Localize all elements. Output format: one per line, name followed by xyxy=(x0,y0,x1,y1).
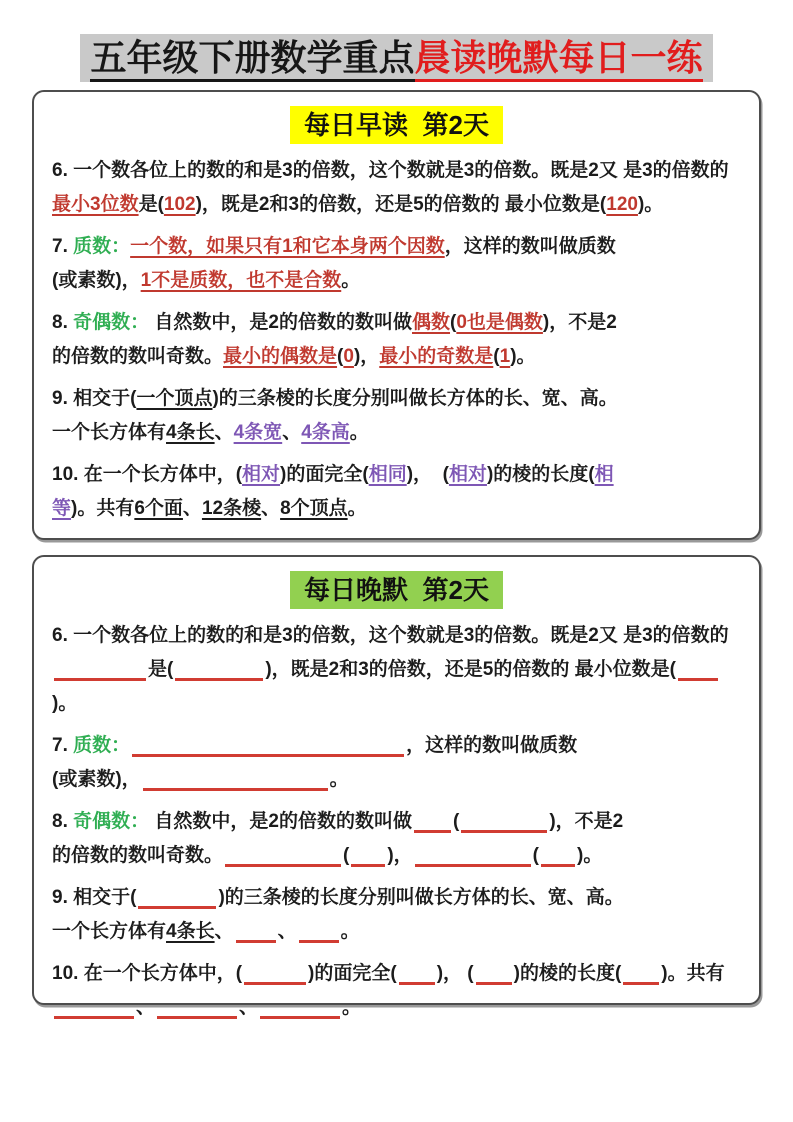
text-segment: )， xyxy=(387,844,413,866)
item-10 xyxy=(52,458,741,526)
text-segment: 是( xyxy=(148,658,174,680)
text-segment: 9. 相交于( xyxy=(52,886,137,908)
text-segment: )的面完全( xyxy=(308,962,397,984)
answer-blank[interactable] xyxy=(143,779,328,791)
text-segment: 。 xyxy=(349,421,369,443)
text-segment: 自然数中，是2的倍数的数叫做 xyxy=(149,311,412,333)
text-segment: 自然数中，是2的倍数的数叫做 xyxy=(149,810,412,832)
text-segment: )，不是2 xyxy=(542,311,617,333)
text-segment: ( xyxy=(450,311,457,333)
term-label: 奇偶数： xyxy=(73,810,150,832)
evening-card-header xyxy=(52,571,741,609)
text-segment: ，这样的数叫做质数 xyxy=(444,235,616,257)
text-segment: )。 xyxy=(510,345,536,367)
answer-text-red: 0 xyxy=(343,345,354,367)
term-label: 质数： xyxy=(73,734,131,756)
text-segment: )，既是2和3的倍数，还是5的倍数的 最小位数是( xyxy=(265,658,676,680)
evening-items xyxy=(52,619,741,1025)
answer-blank[interactable] xyxy=(175,669,263,681)
page-title-black: 五年级下册数学重点 xyxy=(90,38,414,82)
text-segment: 7. xyxy=(52,235,74,257)
text-segment: 。 xyxy=(342,996,362,1018)
text-segment: 8. xyxy=(52,311,74,333)
text-segment: ( xyxy=(337,345,344,367)
item-8 xyxy=(52,306,741,374)
text-segment: (或素数)， xyxy=(52,768,141,790)
answer-text-red: 120 xyxy=(606,193,638,215)
morning-reading-card xyxy=(32,90,761,540)
text-segment: )。 xyxy=(577,844,603,866)
answer-blank[interactable] xyxy=(225,855,341,867)
text-segment: 的倍数的数叫奇数。 xyxy=(52,345,224,367)
text-segment: )。共有 xyxy=(661,962,725,984)
text-segment: )的三条棱的长度分别叫做长方体的长、宽、高。 xyxy=(218,886,624,908)
text-segment: 一个长方体有 xyxy=(52,920,167,942)
answer-text-purple: 相 xyxy=(594,463,614,485)
text-segment: )的棱的长度( xyxy=(486,463,595,485)
answer-blank[interactable] xyxy=(399,973,435,985)
answer-blank[interactable] xyxy=(138,897,216,909)
key-text-underlined: 一个顶点 xyxy=(136,387,213,409)
text-segment: 、 xyxy=(277,920,297,942)
item-7 xyxy=(52,230,741,298)
answer-blank[interactable] xyxy=(132,745,404,757)
text-segment: )，既是2和3的倍数，还是5的倍数的 最小位数是( xyxy=(195,193,607,215)
answer-text-red: 0也是偶数 xyxy=(456,311,543,333)
term-label: 奇偶数： xyxy=(73,311,150,333)
text-segment: 一个长方体有 xyxy=(52,421,167,443)
text-segment: 10. 在一个长方体中，( xyxy=(52,463,243,485)
morning-card-header xyxy=(52,106,741,144)
text-segment: 、 xyxy=(282,421,302,443)
evening-section-title: 每日晚默 第2天 xyxy=(290,571,503,609)
answer-blank[interactable] xyxy=(157,1007,237,1019)
text-segment: 。 xyxy=(347,497,367,519)
answer-text-red: 102 xyxy=(163,193,196,215)
text-segment: )。 xyxy=(52,692,78,714)
text-segment: 是( xyxy=(138,193,164,215)
key-text-underlined: 4条长 xyxy=(166,421,215,443)
key-text-underlined: 12条棱 xyxy=(201,497,262,519)
answer-text-red: 1不是质数，也不是合数 xyxy=(140,269,342,291)
text-segment: 、 xyxy=(261,497,281,519)
text-segment: 、 xyxy=(136,996,156,1018)
item-10 xyxy=(52,957,741,1025)
answer-text-red: 最小的偶数是 xyxy=(223,345,338,367)
text-segment: )。共有 xyxy=(71,497,135,519)
text-segment: )， ( xyxy=(436,962,474,984)
key-text-underlined: 4条长 xyxy=(166,920,215,942)
morning-section-title: 每日早读 第2天 xyxy=(290,106,503,144)
answer-blank[interactable] xyxy=(461,821,547,833)
answer-blank[interactable] xyxy=(54,1007,134,1019)
text-segment: 、 xyxy=(214,421,234,443)
page-title xyxy=(32,34,761,82)
text-segment: )的面完全( xyxy=(280,463,369,485)
answer-text-red: 1 xyxy=(499,345,511,367)
text-segment: 、 xyxy=(214,920,234,942)
item-6 xyxy=(52,154,741,222)
item-7 xyxy=(52,729,741,797)
answer-blank[interactable] xyxy=(236,931,276,943)
answer-text-red: 最小3位数 xyxy=(52,193,139,215)
text-segment: ( xyxy=(532,844,539,866)
text-segment: )。 xyxy=(637,193,664,215)
answer-text-red: 偶数 xyxy=(412,311,451,333)
answer-blank[interactable] xyxy=(244,973,306,985)
text-segment: 10. 在一个长方体中，( xyxy=(52,962,243,984)
answer-blank[interactable] xyxy=(414,821,451,833)
item-6 xyxy=(52,619,741,721)
key-text-underlined: 6个面 xyxy=(134,497,183,519)
answer-blank[interactable] xyxy=(260,1007,340,1019)
answer-blank[interactable] xyxy=(299,931,339,943)
text-segment: 。 xyxy=(340,920,360,942)
text-segment: 9. 相交于( xyxy=(52,387,137,409)
page-title-highlight xyxy=(80,34,712,82)
text-segment: )， xyxy=(353,345,380,367)
text-segment: 6. 一个数各位上的数的和是3的倍数，这个数就是3的倍数。既是2又 是3的倍数的 xyxy=(52,159,729,181)
item-9 xyxy=(52,382,741,450)
text-segment: ，这样的数叫做质数 xyxy=(406,734,578,756)
text-segment: ( xyxy=(343,844,350,866)
text-segment: 。 xyxy=(341,269,361,291)
text-segment: 、 xyxy=(182,497,202,519)
answer-text-purple: 相同 xyxy=(368,463,407,485)
text-segment: (或素数)， xyxy=(52,269,141,291)
key-text-underlined: 8个顶点 xyxy=(280,497,348,519)
answer-blank[interactable] xyxy=(678,669,718,681)
item-9 xyxy=(52,881,741,949)
morning-items xyxy=(52,154,741,526)
answer-text-purple: 等 xyxy=(52,497,72,519)
text-segment: 8. xyxy=(52,810,74,832)
text-segment: 7. xyxy=(52,734,74,756)
answer-text-purple: 相对 xyxy=(448,463,487,485)
item-8 xyxy=(52,805,741,873)
answer-text-red: 一个数，如果只有1和它本身两个因数 xyxy=(130,235,445,257)
answer-text-purple: 4条宽 xyxy=(233,421,283,443)
answer-text-purple: 相对 xyxy=(242,463,281,485)
answer-blank[interactable] xyxy=(54,669,146,681)
answer-blank[interactable] xyxy=(541,855,575,867)
text-segment: )的棱的长度( xyxy=(513,962,622,984)
text-segment: ( xyxy=(493,345,500,367)
answer-blank[interactable] xyxy=(623,973,659,985)
term-label: 质数： xyxy=(73,235,131,257)
answer-text-red: 最小的奇数是 xyxy=(379,345,494,367)
text-segment: )的三条棱的长度分别叫做长方体的长、宽、高。 xyxy=(212,387,618,409)
text-segment: 的倍数的数叫奇数。 xyxy=(52,844,224,866)
text-segment: )，不是2 xyxy=(549,810,624,832)
text-segment: )， ( xyxy=(406,463,449,485)
answer-blank[interactable] xyxy=(415,855,531,867)
text-segment: 。 xyxy=(329,768,349,790)
text-segment: 、 xyxy=(239,996,259,1018)
answer-blank[interactable] xyxy=(476,973,512,985)
evening-recitation-card xyxy=(32,555,761,1018)
page-title-red: 晨读晚默每日一练 xyxy=(415,38,703,82)
text-segment: ( xyxy=(453,810,460,832)
answer-blank[interactable] xyxy=(351,855,385,867)
text-segment: 6. 一个数各位上的数的和是3的倍数，这个数就是3的倍数。既是2又 是3的倍数的 xyxy=(52,624,729,646)
answer-text-purple: 4条高 xyxy=(301,421,350,443)
